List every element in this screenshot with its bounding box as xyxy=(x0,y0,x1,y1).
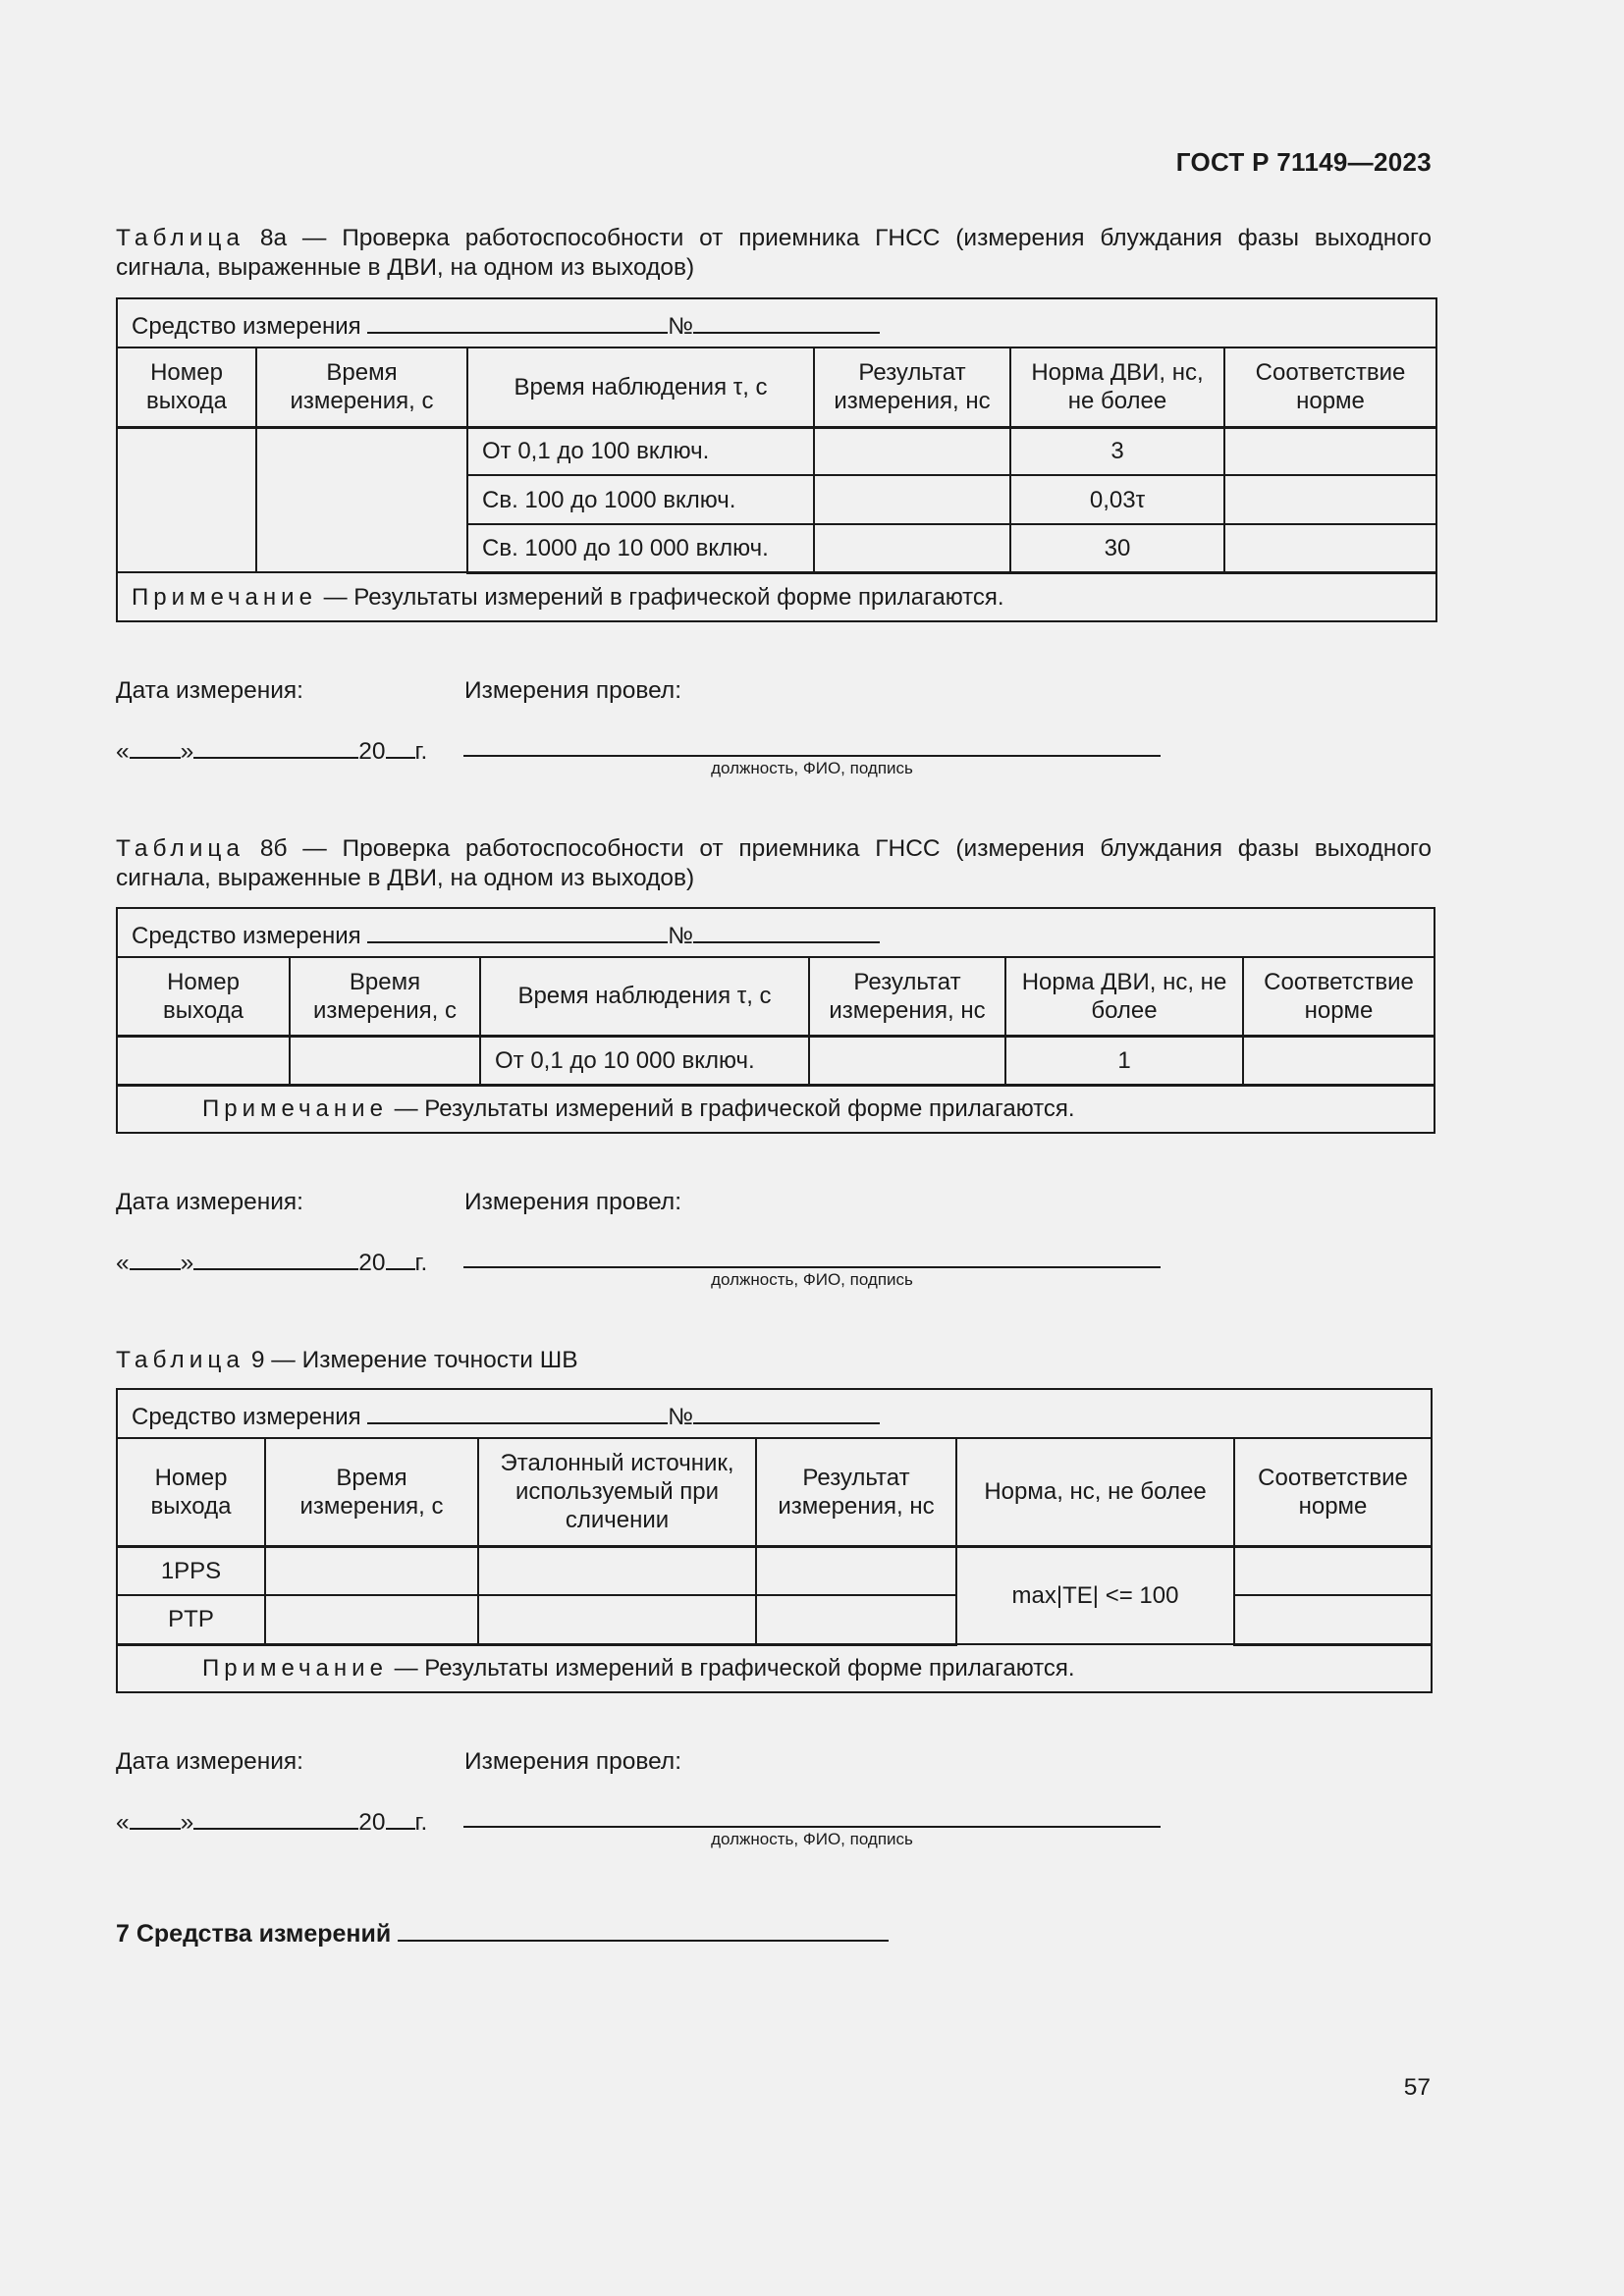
norm-cell: 3 xyxy=(1010,427,1224,475)
result-cell[interactable] xyxy=(756,1595,956,1644)
col-meas-time: Время измерения, с xyxy=(265,1438,478,1546)
ref-source-cell[interactable] xyxy=(478,1595,756,1644)
instrument-name-blank[interactable] xyxy=(367,306,668,334)
table-header-row xyxy=(117,347,1436,427)
caption-word: Таблица xyxy=(116,1347,245,1373)
performed-by-label: Измерения провел: xyxy=(464,1189,682,1215)
col-compliance: Соответствие норме xyxy=(1243,957,1435,1036)
col-compliance: Соответствие норме xyxy=(1224,347,1436,427)
table-note: Примечание — Результаты измерений в графической форме прилагаются. xyxy=(117,1644,1432,1692)
norm-cell: 30 xyxy=(1010,524,1224,572)
col-output-number: Номер выхода xyxy=(117,1438,265,1546)
table-row xyxy=(117,1546,1432,1595)
date-label: Дата измерения: xyxy=(116,1189,303,1215)
compliance-cell[interactable] xyxy=(1224,427,1436,475)
norm-cell: max|TE| <= 100 xyxy=(956,1546,1234,1644)
performed-by-label: Измерения провел: xyxy=(464,677,682,704)
instrument-row: Средство измерения № xyxy=(117,908,1435,957)
col-output-number: Номер выхода xyxy=(117,347,256,427)
instrument-number-blank[interactable] xyxy=(693,1397,880,1424)
signature-caption: должность, ФИО, подпись xyxy=(711,759,913,777)
obs-time-cell: Св. 100 до 1000 включ. xyxy=(467,475,814,524)
col-ref-source: Эталонный источник, используемый при сличении xyxy=(478,1438,756,1546)
instrument-row: Средство измерения № xyxy=(117,1389,1432,1438)
document-id: ГОСТ Р 71149—2023 xyxy=(1175,147,1432,177)
col-meas-time: Время измерения, с xyxy=(290,957,480,1036)
compliance-cell[interactable] xyxy=(1234,1595,1432,1644)
col-norm: Норма, нс, не более xyxy=(956,1438,1234,1546)
col-output-number: Номер выхода xyxy=(117,957,290,1036)
section-7-heading: 7 Средства измерений xyxy=(116,1914,889,1949)
table-row xyxy=(117,427,1436,475)
date-blanks[interactable]: « » 20 г. xyxy=(116,1243,427,1277)
performed-by-label: Измерения провел: xyxy=(464,1748,682,1775)
output-number-cell: 1PPS xyxy=(117,1546,265,1595)
table-header-row xyxy=(117,957,1435,1036)
col-result: Результат измерения, нс xyxy=(814,347,1010,427)
caption-word: Таблица xyxy=(116,835,245,862)
compliance-cell[interactable] xyxy=(1234,1546,1432,1595)
meas-time-cell[interactable] xyxy=(265,1546,478,1595)
instrument-row: Средство измерения № xyxy=(117,298,1436,347)
col-norm: Норма ДВИ, нс, не более xyxy=(1010,347,1224,427)
caption-text: 9 — Измерение точности ШВ xyxy=(244,1347,578,1373)
obs-time-cell: Св. 1000 до 10 000 включ. xyxy=(467,524,814,572)
caption-word: Таблица xyxy=(116,225,245,251)
instrument-number-blank[interactable] xyxy=(693,306,880,334)
table-8b-caption xyxy=(116,834,1432,893)
obs-time-cell: От 0,1 до 10 000 включ. xyxy=(480,1036,809,1085)
instrument-name-blank[interactable] xyxy=(367,1397,668,1424)
date-label: Дата измерения: xyxy=(116,677,303,704)
table-8b xyxy=(116,907,1435,1134)
signature-line[interactable] xyxy=(463,755,1161,757)
col-result: Результат измерения, нс xyxy=(756,1438,956,1546)
obs-time-cell: От 0,1 до 100 включ. xyxy=(467,427,814,475)
table-row xyxy=(117,1595,1432,1644)
page-number: 57 xyxy=(1403,2074,1431,2101)
result-cell[interactable] xyxy=(809,1036,1005,1085)
result-cell[interactable] xyxy=(814,475,1010,524)
caption-text: 8б — Проверка работоспособности от приемника ГНСС (измерения блуждания фазы выходного сигнала, выраженные в ДВИ, на одном из выходов) xyxy=(116,835,1432,891)
compliance-cell[interactable] xyxy=(1224,475,1436,524)
instrument-name-blank[interactable] xyxy=(367,916,668,943)
norm-cell: 1 xyxy=(1005,1036,1243,1085)
signature-caption: должность, ФИО, подпись xyxy=(711,1830,913,1848)
result-cell[interactable] xyxy=(814,427,1010,475)
compliance-cell[interactable] xyxy=(1243,1036,1435,1085)
col-compliance: Соответствие норме xyxy=(1234,1438,1432,1546)
table-8a xyxy=(116,297,1437,622)
compliance-cell[interactable] xyxy=(1224,524,1436,572)
meas-time-cell[interactable] xyxy=(256,427,467,572)
table-9-caption xyxy=(116,1346,1432,1375)
meas-time-cell[interactable] xyxy=(290,1036,480,1085)
table-9 xyxy=(116,1388,1433,1693)
signature-line[interactable] xyxy=(463,1826,1161,1828)
caption-text: 8а — Проверка работоспособности от приемника ГНСС (измерения блуждания фазы выходного сигнала, выраженные в ДВИ, на одном из выходов) xyxy=(116,225,1432,281)
date-blanks[interactable]: « » 20 г. xyxy=(116,731,427,766)
norm-cell: 0,03τ xyxy=(1010,475,1224,524)
result-cell[interactable] xyxy=(814,524,1010,572)
instrument-number-blank[interactable] xyxy=(693,916,880,943)
date-label: Дата измерения: xyxy=(116,1748,303,1775)
ref-source-cell[interactable] xyxy=(478,1546,756,1595)
output-number-cell: PTP xyxy=(117,1595,265,1644)
result-cell[interactable] xyxy=(756,1546,956,1595)
instruments-blank[interactable] xyxy=(398,1914,889,1942)
output-number-cell[interactable] xyxy=(117,427,256,572)
date-blanks[interactable]: « » 20 г. xyxy=(116,1802,427,1837)
meas-time-cell[interactable] xyxy=(265,1595,478,1644)
col-norm: Норма ДВИ, нс, не более xyxy=(1005,957,1243,1036)
output-number-cell[interactable] xyxy=(117,1036,290,1085)
signature-line[interactable] xyxy=(463,1266,1161,1268)
signature-caption: должность, ФИО, подпись xyxy=(711,1270,913,1289)
col-obs-time: Время наблюдения τ, с xyxy=(480,957,809,1036)
col-result: Результат измерения, нс xyxy=(809,957,1005,1036)
col-obs-time: Время наблюдения τ, с xyxy=(467,347,814,427)
table-header-row xyxy=(117,1438,1432,1546)
table-8a-caption xyxy=(116,224,1432,283)
table-note: Примечание — Результаты измерений в графической форме прилагаются. xyxy=(117,572,1436,621)
table-row xyxy=(117,1036,1435,1085)
table-note: Примечание — Результаты измерений в графической форме прилагаются. xyxy=(117,1085,1435,1133)
col-meas-time: Время измерения, с xyxy=(256,347,467,427)
